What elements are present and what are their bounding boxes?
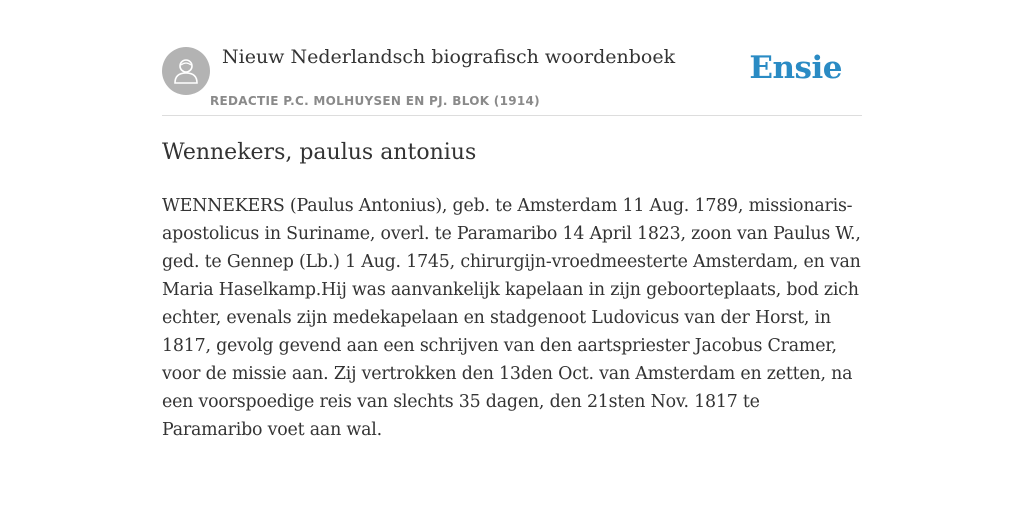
- entry-body: WENNEKERS (Paulus Antonius), geb. te Amsterdam 11 Aug. 1789, missionaris-apostolicus in Suriname, overl. te Paramaribo 14 April 1823, zoon van Paulus W., ged. te Gennep (Lb.) 1 Aug. 1745, chirurgijn-vroedmeesterte Amsterdam, en van Maria Haselkamp.Hij was aanvankelijk kapelaan in zijn geboorteplaats, bod zich echter, evenals zijn medekapelaan en stadgenoot Ludovicus van der Horst, in 1817, gevolg gevend aan een schrijven van den aartspriester Jacobus Cramer, voor de missie aan. Zij vertrokken den 13den Oct. van Amsterdam en zetten, na een voorspoedige reis van slechts 35 dagen, den 21sten Nov. 1817 te Paramaribo voet aan wal.: [162, 196, 861, 440]
- avatar[interactable]: [162, 47, 210, 95]
- user-placeholder-icon: [173, 57, 199, 85]
- book-header: [162, 40, 862, 116]
- editors-credit: REDACTIE P.C. MOLHUYSEN EN PJ. BLOK (1914): [210, 94, 540, 108]
- book-title[interactable]: Nieuw Nederlandsch biografisch woordenboek: [222, 46, 676, 68]
- entry-title: Wennekers, paulus antonius: [162, 140, 477, 165]
- ensie-logo[interactable]: Ensie: [749, 50, 842, 86]
